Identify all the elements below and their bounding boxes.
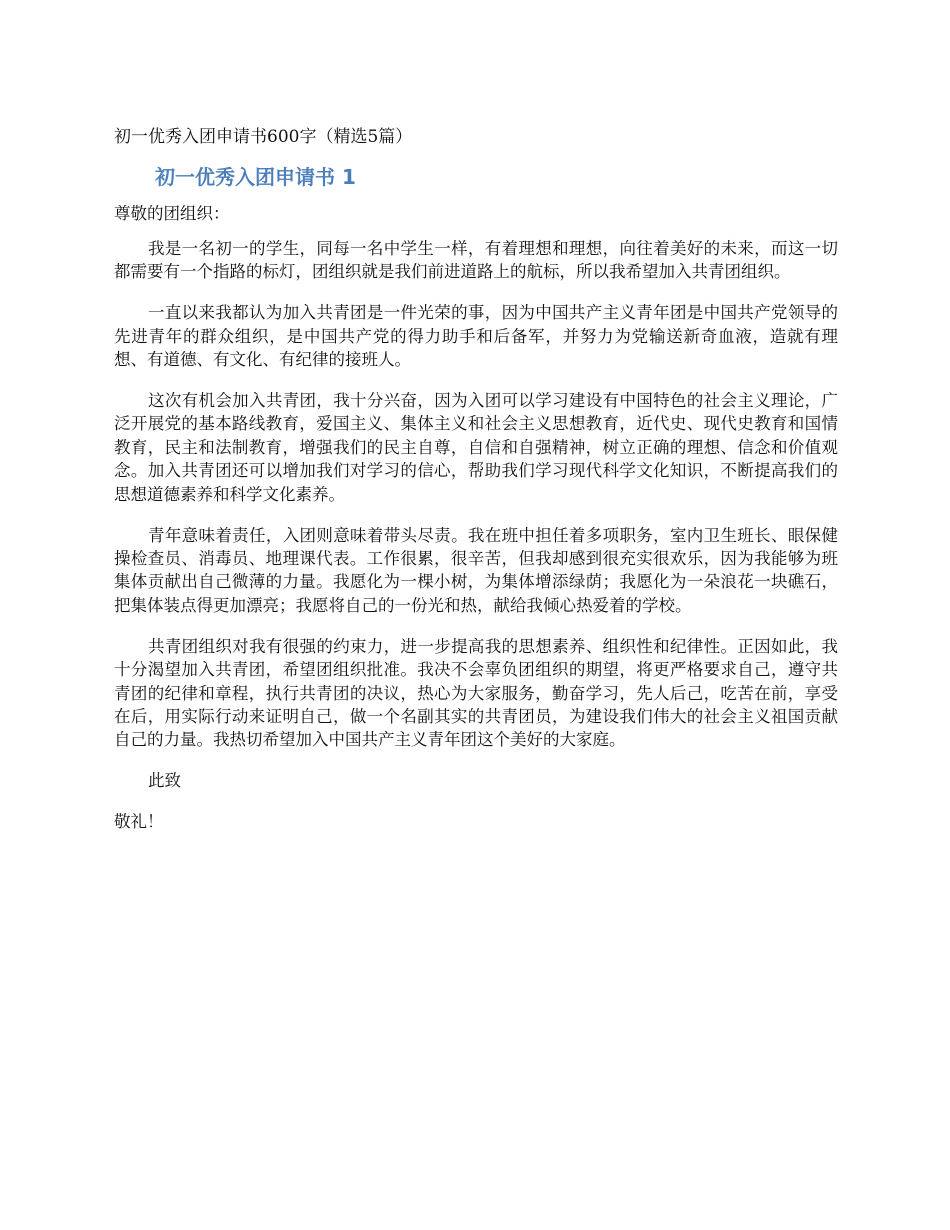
paragraph: 我是一名初一的学生，同每一名中学生一样，有着理想和理想，向往着美好的未来，而这一切都需要有一个指路的标灯，团组织就是我们前进道路上的航标，所以我希望加入共青团组织。 (114, 239, 838, 282)
regards-line: 敬礼！ (114, 812, 164, 832)
paragraph: 这次有机会加入共青团，我十分兴奋，因为入团可以学习建设有中国特色的社会主义理论，广泛开展党的基本路线教育，爱国主义、集体主义和社会主义思想教育，近代史、现代史教育和国情教育，民主和法制教育，增强我们的民主自尊，自信和自强精神，树立正确的理想、信念和价值观念。加入共青团还可以增加我们对学习的信心，帮助我们学习现代科学文化知识，不断提高我们的思想道德素养和科学文化素养。 (114, 391, 838, 504)
closing-line: 此致 (148, 771, 181, 791)
paragraph: 一直以来我都认为加入共青团是一件光荣的事，因为中国共产主义青年团是中国共产党领导的先进青年的群众组织，是中国共产党的得力助手和后备军，并努力为党输送新奇血液，造就有理想、有道德、有文化、有纪律的接班人。 (114, 303, 838, 370)
paragraph: 青年意味着责任，入团则意味着带头尽责。我在班中担任着多项职务，室内卫生班长、眼保健操检查员、消毒员、地理课代表。工作很累，很辛苦，但我却感到很充实很欢乐，因为我能够为班集体贡献出自己微薄的力量。我愿化为一棵小树，为集体增添绿荫；我愿化为一朵浪花一块礁石，把集体装点得更加漂亮；我愿将自己的一份光和热，献给我倾心热爱着的学校。 (114, 525, 838, 615)
document-title: 初一优秀入团申请书600字（精选5篇） (114, 127, 413, 147)
letter-body (114, 237, 838, 834)
section-heading: 初一优秀入团申请书 1 (155, 165, 356, 189)
salutation: 尊敬的团组织： (114, 204, 230, 223)
paragraph: 共青团组织对我有很强的约束力，进一步提高我的思想素养、组织性和纪律性。正因如此，我十分渴望加入共青团，希望团组织批准。我决不会辜负团组织的期望，将更严格要求自己，遵守共青团的纪律和章程，执行共青团的决议，热心为大家服务，勤奋学习，先人后己，吃苦在前，享受在后，用实际行动来证明自己，做一个名副其实的共青团员，为建设我们伟大的社会主义祖国贡献自己的力量。我热切希望加入中国共产主义青年团这个美好的大家庭。 (114, 636, 838, 750)
